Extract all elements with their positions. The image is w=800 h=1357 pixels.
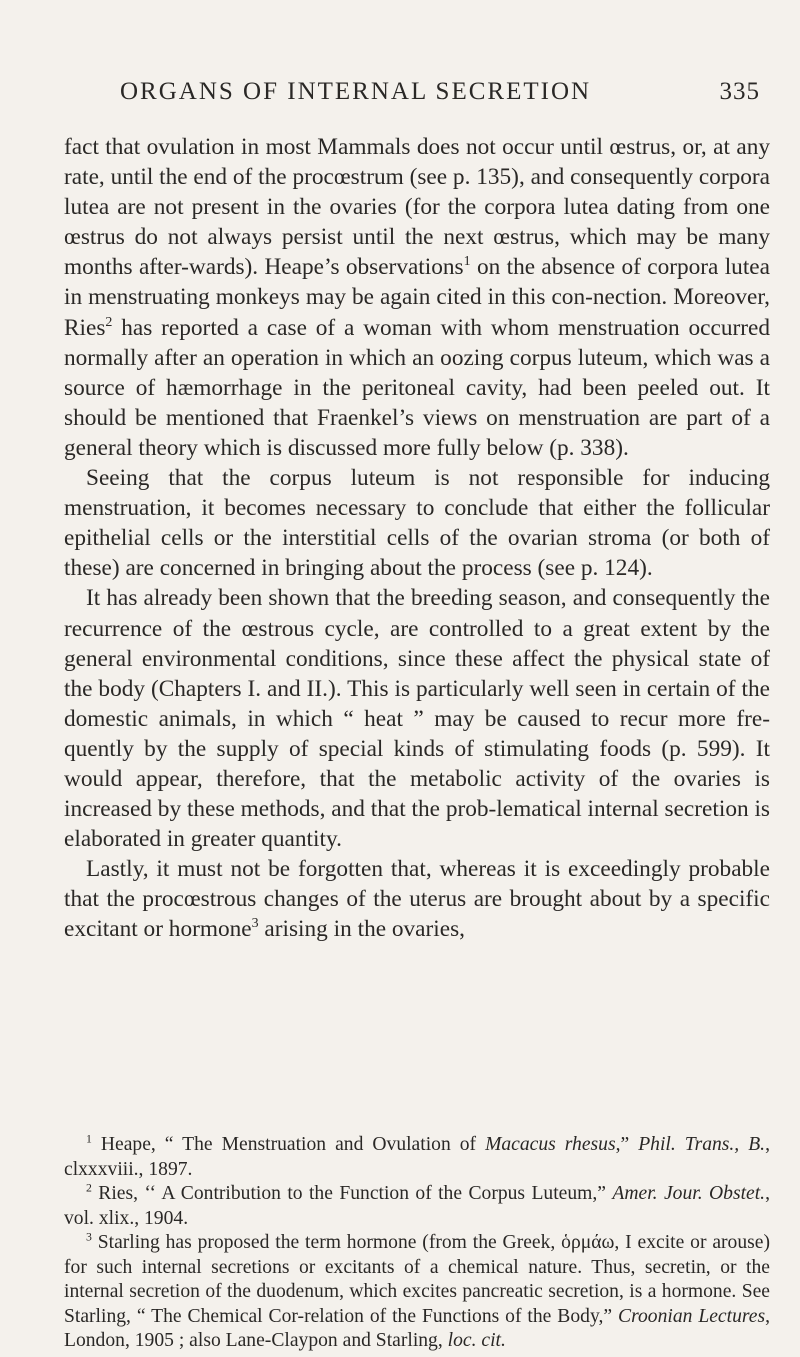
paragraph-1-text-b: on the absence of corpora lutea in menstruating monkeys may be again cited in this con-nection. Moreover, Ries xyxy=(64,254,770,341)
body-text xyxy=(64,132,770,945)
footnote-1-text-c: , clxxxviii., 1897. xyxy=(64,1134,770,1180)
running-header xyxy=(120,78,760,118)
footnote-1 xyxy=(64,1133,770,1182)
footnote-2-italic-1: Amer. Jour. Obstet. xyxy=(612,1183,766,1204)
footnote-ref-1: 1 xyxy=(463,254,471,270)
footnotes xyxy=(64,1133,770,1354)
footnote-3-number: 3 xyxy=(86,1230,92,1244)
paragraph-4 xyxy=(64,854,770,944)
running-title: ORGANS OF INTERNAL SECRETION xyxy=(120,78,592,105)
footnote-1-number: 1 xyxy=(86,1132,92,1146)
footnote-1-text-a: Heape, “ The Menstruation and Ovulation of xyxy=(91,1134,486,1155)
paragraph-2: Seeing that the corpus luteum is not responsible for inducing menstruation, it becomes necessary to conclude that either the follicular epithelial cells or the interstitial cells of the ovarian stroma (or both of these) are concerned in bringing about the process (see p. 124). xyxy=(64,465,770,582)
paragraph-4-text-b: arising in the ovaries, xyxy=(258,916,465,943)
footnote-1-italic-2: Phil. Trans., B. xyxy=(638,1134,766,1155)
paragraph-1-text-a: fact that ovulation in most Mammals does not occur until œstrus, or, at any rate, until the end of the procœstrum (see p. 135), and consequently corpora lutea are not present in the ovaries (for the corpora lutea dating from one œstrus do not always persist until the next œstrus, which may be many months after-wards). Heape’s observations xyxy=(64,134,770,281)
footnote-2-text-a: Ries, ‘‘ A Contribution to the Function of the Corpus Luteum,” xyxy=(91,1183,613,1204)
footnote-1-italic-1: Macacus rhesus xyxy=(485,1134,616,1155)
footnote-2-text-b: , vol. xlix., 1904. xyxy=(64,1183,770,1229)
footnote-ref-2: 2 xyxy=(105,314,113,330)
page-number: 335 xyxy=(719,78,760,105)
footnote-3 xyxy=(64,1231,770,1354)
footnote-3-text-a: Starling has proposed the term hormone (from the Greek, ὁρμάω, I excite or arouse) for such internal secretions or excitants of a chemical nature. Thus, secretin, or the internal secretion of the duodenum, which excites pancreatic secretion, is a hormone. See Starling, “ The Chemical Cor-relation of the Functions of the Body,” xyxy=(64,1232,770,1327)
footnote-3-italic-2: loc. cit. xyxy=(447,1330,506,1351)
paragraph-3: It has already been shown that the breeding season, and consequently the recurrence of the œstrous cycle, are controlled to a great extent by the general environmental conditions, since these affect the physical state of the body (Chapters I. and II.). This is particularly well seen in certain of the domestic animals, in which “ heat ” may be caused to recur more fre-quently by the supply of special kinds of stimulating foods (p. 599). It would appear, therefore, that the metabolic activity of the ovaries is increased by these methods, and that the prob-lematical internal secretion is elaborated in greater quantity. xyxy=(64,585,770,853)
footnote-2 xyxy=(64,1182,770,1231)
paragraph-1-text-c: has reported a case of a woman with whom menstruation occurred normally after an operation in which an oozing corpus luteum, which was a source of hæmorrhage in the peritoneal cavity, had been peeled out. It should be mentioned that Fraenkel’s views on menstruation are part of a general theory which is discussed more fully below (p. 338). xyxy=(64,314,770,461)
paragraph-4-text-a: Lastly, it must not be forgotten that, whereas it is exceedingly probable that the procœstrous changes of the uterus are brought about by a specific excitant or hormone xyxy=(64,856,770,943)
paragraph-1 xyxy=(64,132,770,463)
footnote-3-text-b: , London, 1905 ; also Lane-Claypon and Starling, xyxy=(64,1305,770,1351)
footnote-ref-3: 3 xyxy=(251,916,259,932)
footnote-2-number: 2 xyxy=(86,1181,92,1195)
footnote-1-text-b: ,” xyxy=(615,1134,639,1155)
footnote-3-italic-1: Croonian Lectures xyxy=(618,1305,766,1327)
